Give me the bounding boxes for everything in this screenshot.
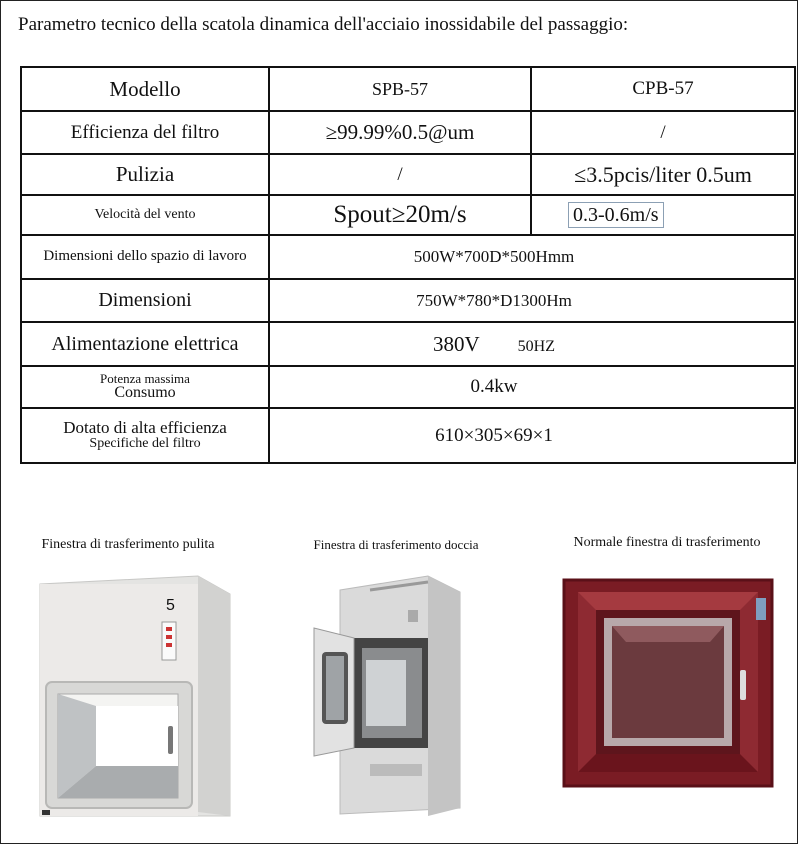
table-row — [21, 235, 795, 279]
spec-table — [20, 66, 796, 464]
wind-speed-cpb: 0.3-0.6m/s — [568, 202, 664, 228]
table-row — [21, 111, 795, 154]
power-supply-label: Alimentazione elettrica — [21, 322, 269, 366]
wind-speed-label: Velocità del vento — [21, 195, 269, 235]
caption-normal-window: Normale finestra di trasferimento — [573, 535, 761, 550]
filter-efficiency-label: Efficienza del filtro — [21, 111, 269, 154]
header-model-label: Modello — [21, 67, 269, 111]
panel-number: 5 — [166, 597, 175, 614]
max-power-label-line1: Potenza massima — [100, 370, 190, 386]
header-model-spb: SPB-57 — [269, 67, 531, 111]
table-row — [21, 322, 795, 366]
power-supply-voltage: 380V — [433, 331, 480, 356]
dimensions-value: 750W*780*D1300Hm — [269, 279, 795, 322]
hepa-label-line1: Dotato di alta efficienza — [63, 418, 227, 438]
caption-shower-window: Finestra di trasferimento doccia — [313, 537, 479, 552]
workspace-label: Dimensioni dello spazio di lavoro — [21, 235, 269, 279]
hepa-value: 610×305×69×1 — [269, 408, 795, 463]
filter-efficiency-cpb: / — [531, 111, 795, 154]
table-row — [21, 408, 795, 463]
dimensions-label: Dimensioni — [21, 279, 269, 322]
workspace-value: 500W*700D*500Hmm — [269, 235, 795, 279]
normal-transfer-window-image — [560, 578, 776, 790]
table-row — [21, 366, 795, 408]
cleanliness-cpb: ≤3.5pcis/liter 0.5um — [531, 154, 795, 195]
cleanliness-label: Pulizia — [21, 154, 269, 195]
max-power-label-line2: Consumo — [114, 384, 176, 402]
max-power-value: 0.4kw — [269, 366, 795, 408]
table-row — [21, 279, 795, 322]
hepa-label-line2: Specifiche del filtro — [89, 436, 201, 452]
cleanliness-spb: / — [269, 154, 531, 195]
shower-transfer-window-image — [310, 568, 500, 822]
caption-clean-window: Finestra di trasferimento pulita — [41, 537, 215, 552]
table-row — [21, 154, 795, 195]
wind-speed-spb: Spout≥20m/s — [269, 195, 531, 235]
clean-transfer-window-image — [30, 572, 240, 822]
table-row — [21, 67, 795, 111]
filter-efficiency-spb: ≥99.99%0.5@um — [269, 111, 531, 154]
power-supply-frequency: 50HZ — [517, 337, 555, 355]
header-model-cpb: CPB-57 — [531, 67, 795, 111]
table-row — [21, 195, 795, 235]
page-heading: Parametro tecnico della scatola dinamica dell'acciaio inossidabile del passaggio: — [18, 14, 629, 35]
